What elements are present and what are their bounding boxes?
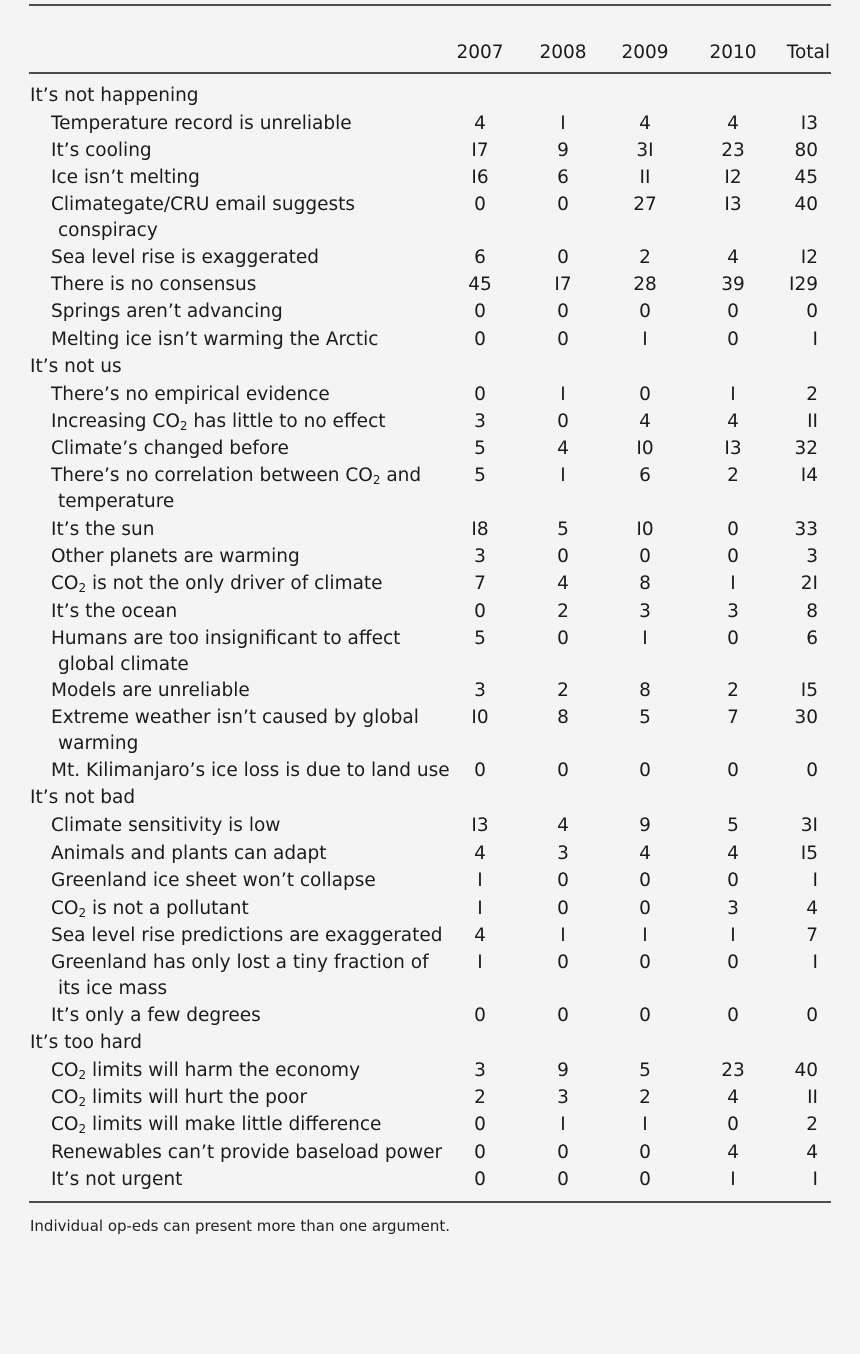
value-total: II [807,411,818,432]
row-label: Climategate/CRU email suggests [51,194,355,215]
value-2009: I0 [636,519,654,540]
value-2007: 0 [474,301,486,322]
value-2010: 4 [727,411,739,432]
table-row [0,164,860,192]
table-row [0,516,860,544]
value-2007: 0 [474,384,486,405]
value-2007: 0 [474,601,486,622]
value-2010: 39 [721,274,745,295]
value-2007: 5 [474,465,486,486]
value-2009: 0 [639,1169,651,1190]
value-total: I29 [789,274,818,295]
table-row [0,326,860,354]
value-2009: 2 [639,1087,651,1108]
value-total: 40 [794,194,818,215]
value-2009: I [642,1114,648,1135]
value-total: I [812,870,818,891]
value-2010: 4 [727,113,739,134]
value-2008: 9 [557,140,569,161]
value-2010: 0 [727,546,739,567]
row-label-continued: global climate [58,654,189,675]
value-2007: I6 [471,167,489,188]
table-row [0,462,860,512]
value-2010: I [730,1169,736,1190]
value-2009: 27 [633,194,657,215]
value-2007: 0 [474,1114,486,1135]
value-2007: 0 [474,1005,486,1026]
value-2010: 2 [727,680,739,701]
row-label: It’s the ocean [51,601,178,622]
value-total: 0 [806,1005,818,1026]
value-2009: I [642,329,648,350]
table-row [0,922,860,950]
category-label: It’s too hard [30,1032,142,1053]
row-label-continued: conspiracy [58,220,158,241]
value-2008: I [560,925,566,946]
value-2008: 0 [557,628,569,649]
row-label: It’s not urgent [51,1169,183,1190]
value-total: I4 [800,465,818,486]
value-2010: 23 [721,1060,745,1081]
header-row [0,39,860,67]
value-2010: 4 [727,1142,739,1163]
value-2009: I [642,628,648,649]
value-2008: 0 [557,898,569,919]
value-2009: 6 [639,465,651,486]
value-2010: 0 [727,1005,739,1026]
value-2010: 0 [727,628,739,649]
value-2007: 3 [474,411,486,432]
value-2009: 2 [639,247,651,268]
value-total: II [807,1087,818,1108]
table-row [0,867,860,895]
value-2007: 7 [474,573,486,594]
top-rule [29,4,831,6]
value-2009: 0 [639,301,651,322]
table-row [0,137,860,165]
value-2010: 23 [721,140,745,161]
col-header-2010: 2010 [709,42,757,63]
value-2008: 4 [557,438,569,459]
value-2010: 0 [727,760,739,781]
table-row [0,1111,860,1139]
row-label: Ice isn’t melting [51,167,200,188]
col-header-2009: 2009 [621,42,669,63]
row-label: Temperature record is unreliable [51,113,352,134]
value-2010: 0 [727,870,739,891]
row-label: Climate’s changed before [51,438,289,459]
value-total: I2 [800,247,818,268]
table-row [0,625,860,675]
value-2010: 0 [727,952,739,973]
value-2010: 0 [727,1114,739,1135]
value-total: I [812,1169,818,1190]
value-total: 2 [806,384,818,405]
value-2010: 4 [727,1087,739,1108]
value-total: 0 [806,760,818,781]
row-label: Extreme weather isn’t caused by global [51,707,419,728]
value-2007: I8 [471,519,489,540]
row-label: Sea level rise predictions are exaggerated [51,925,443,946]
value-2009: 0 [639,384,651,405]
value-2010: 2 [727,465,739,486]
value-2009: 0 [639,1005,651,1026]
table-row [0,895,860,923]
row-label: There’s no empirical evidence [51,384,330,405]
value-2007: I [477,870,483,891]
category-label: It’s not us [30,356,122,377]
value-2009: 0 [639,870,651,891]
value-2008: 0 [557,952,569,973]
value-2008: 0 [557,194,569,215]
value-2009: I0 [636,438,654,459]
value-2008: 9 [557,1060,569,1081]
row-label: Animals and plants can adapt [51,843,327,864]
value-2010: 7 [727,707,739,728]
row-label: There is no consensus [51,274,257,295]
value-2008: 2 [557,680,569,701]
value-2010: 3 [727,601,739,622]
value-total: 32 [794,438,818,459]
row-label-continued: warming [58,733,139,754]
value-2009: 0 [639,898,651,919]
value-2009: 0 [639,952,651,973]
row-label: Greenland has only lost a tiny fraction of [51,952,429,973]
value-2008: I7 [554,274,572,295]
value-total: I5 [800,843,818,864]
row-label: It’s only a few degrees [51,1005,261,1026]
table-row [0,598,860,626]
category-row [0,353,860,381]
row-label-continued: temperature [58,491,175,512]
table-row [0,1057,860,1085]
value-2007: 4 [474,113,486,134]
value-2007: 3 [474,1060,486,1081]
table-row [0,191,860,241]
value-total: 2 [806,1114,818,1135]
value-2009: 4 [639,843,651,864]
value-2010: 5 [727,815,739,836]
value-2008: 0 [557,1142,569,1163]
value-2008: I [560,113,566,134]
value-total: 4 [806,1142,818,1163]
row-label: Climate sensitivity is low [51,815,281,836]
value-2007: I3 [471,815,489,836]
value-total: 0 [806,301,818,322]
row-label: $CO_2$ limits will hurt the poor [51,1087,308,1109]
value-2009: 4 [639,113,651,134]
value-total: 6 [806,628,818,649]
value-2010: 0 [727,329,739,350]
value-2007: 45 [468,274,492,295]
value-2007: 0 [474,760,486,781]
value-2009: 0 [639,1142,651,1163]
value-2009: 4 [639,411,651,432]
value-2007: 0 [474,194,486,215]
row-label: Sea level rise is exaggerated [51,247,320,268]
row-label: Humans are too insignificant to affect [51,628,401,649]
category-label: It’s not happening [30,85,199,106]
value-total: I3 [800,113,818,134]
row-label-continued: its ice mass [58,978,168,999]
row-label: $CO_2$ limits will make little difference [51,1114,382,1136]
value-2009: 8 [639,573,651,594]
value-2009: 5 [639,707,651,728]
value-2010: 3 [727,898,739,919]
table-row [0,1084,860,1112]
value-2009: 8 [639,680,651,701]
table-row [0,677,860,705]
value-2007: 0 [474,1169,486,1190]
row-label: $CO_2$ is not the only driver of climate [51,573,383,595]
row-label: It’s the sun [51,519,155,540]
value-2009: 9 [639,815,651,836]
header-rule [29,72,831,74]
value-total: I [812,329,818,350]
value-2009: II [639,167,651,188]
value-2008: 0 [557,870,569,891]
table-row [0,381,860,409]
value-2008: 0 [557,1169,569,1190]
value-2008: 5 [557,519,569,540]
table-row [0,570,860,598]
table-row [0,271,860,299]
table-row [0,704,860,754]
row-label: Mt. Kilimanjaro’s ice loss is due to land use [51,760,450,781]
table-row [0,1002,860,1030]
value-total: 40 [794,1060,818,1081]
value-2010: I2 [724,167,742,188]
bottom-rule [29,1201,831,1203]
value-2008: 4 [557,815,569,836]
value-2007: 3 [474,680,486,701]
row-label: $CO_2$ limits will harm the economy [51,1060,361,1082]
value-total: 45 [794,167,818,188]
value-2010: I [730,573,736,594]
table-row [0,840,860,868]
table-row [0,244,860,272]
row-label: Models are unreliable [51,680,250,701]
value-2007: I7 [471,140,489,161]
value-2007: 4 [474,843,486,864]
value-2008: 2 [557,601,569,622]
category-row [0,1029,860,1057]
table-row [0,1166,860,1194]
value-2007: I [477,952,483,973]
value-total: 2I [800,573,818,594]
value-total: I [812,952,818,973]
table-row [0,298,860,326]
value-2010: 0 [727,519,739,540]
value-2008: 4 [557,573,569,594]
value-2008: 0 [557,760,569,781]
row-label: Other planets are warming [51,546,300,567]
value-2008: 6 [557,167,569,188]
value-2009: 0 [639,760,651,781]
value-total: 80 [794,140,818,161]
row-label: Melting ice isn’t warming the Arctic [51,329,379,350]
value-2009: 28 [633,274,657,295]
value-total: 30 [794,707,818,728]
value-2007: 0 [474,329,486,350]
table-row [0,435,860,463]
value-2008: 3 [557,843,569,864]
table-row [0,408,860,436]
value-2009: 3I [636,140,654,161]
value-2007: I0 [471,707,489,728]
col-header-2008: 2008 [539,42,587,63]
row-label: $CO_2$ is not a pollutant [51,898,249,920]
value-2008: 0 [557,411,569,432]
value-2007: 3 [474,546,486,567]
value-2009: 5 [639,1060,651,1081]
value-2009: 3 [639,601,651,622]
value-2008: 0 [557,329,569,350]
value-2010: 4 [727,843,739,864]
col-header-2007: 2007 [456,42,504,63]
value-2007: 2 [474,1087,486,1108]
category-row [0,82,860,110]
value-2008: 0 [557,1005,569,1026]
category-label: It’s not bad [30,787,136,808]
value-total: I5 [800,680,818,701]
table-row [0,1139,860,1167]
value-total: 33 [794,519,818,540]
value-2010: I3 [724,438,742,459]
table-row [0,812,860,840]
row-label: Increasing $CO_2$ has little to no effect [51,411,386,433]
row-label: There’s no correlation between $CO_2$ and [51,465,422,487]
value-2009: 0 [639,546,651,567]
value-2008: 3 [557,1087,569,1108]
value-2008: I [560,384,566,405]
value-2007: 6 [474,247,486,268]
value-2008: 0 [557,247,569,268]
value-2007: 5 [474,438,486,459]
table-row [0,110,860,138]
value-2009: I [642,925,648,946]
table-row [0,757,860,785]
value-2010: 4 [727,247,739,268]
value-2007: 4 [474,925,486,946]
value-total: 3 [806,546,818,567]
value-total: 3I [800,815,818,836]
value-2008: 8 [557,707,569,728]
value-2008: 0 [557,301,569,322]
value-2007: 0 [474,1142,486,1163]
row-label: It’s cooling [51,140,152,161]
value-2008: I [560,465,566,486]
value-2008: I [560,1114,566,1135]
value-2007: I [477,898,483,919]
value-2008: 0 [557,546,569,567]
row-label: Renewables can’t provide baseload power [51,1142,443,1163]
value-2007: 5 [474,628,486,649]
value-2010: I [730,384,736,405]
row-label: Springs aren’t advancing [51,301,283,322]
footnote: Individual op-eds can present more than one argument. [30,1217,451,1235]
value-total: 4 [806,898,818,919]
value-total: 7 [806,925,818,946]
row-label: Greenland ice sheet won’t collapse [51,870,376,891]
table-row [0,543,860,571]
value-2010: I [730,925,736,946]
category-row [0,784,860,812]
value-2010: I3 [724,194,742,215]
table-row [0,949,860,999]
col-header-total: Total [786,42,830,63]
value-2010: 0 [727,301,739,322]
value-total: 8 [806,601,818,622]
